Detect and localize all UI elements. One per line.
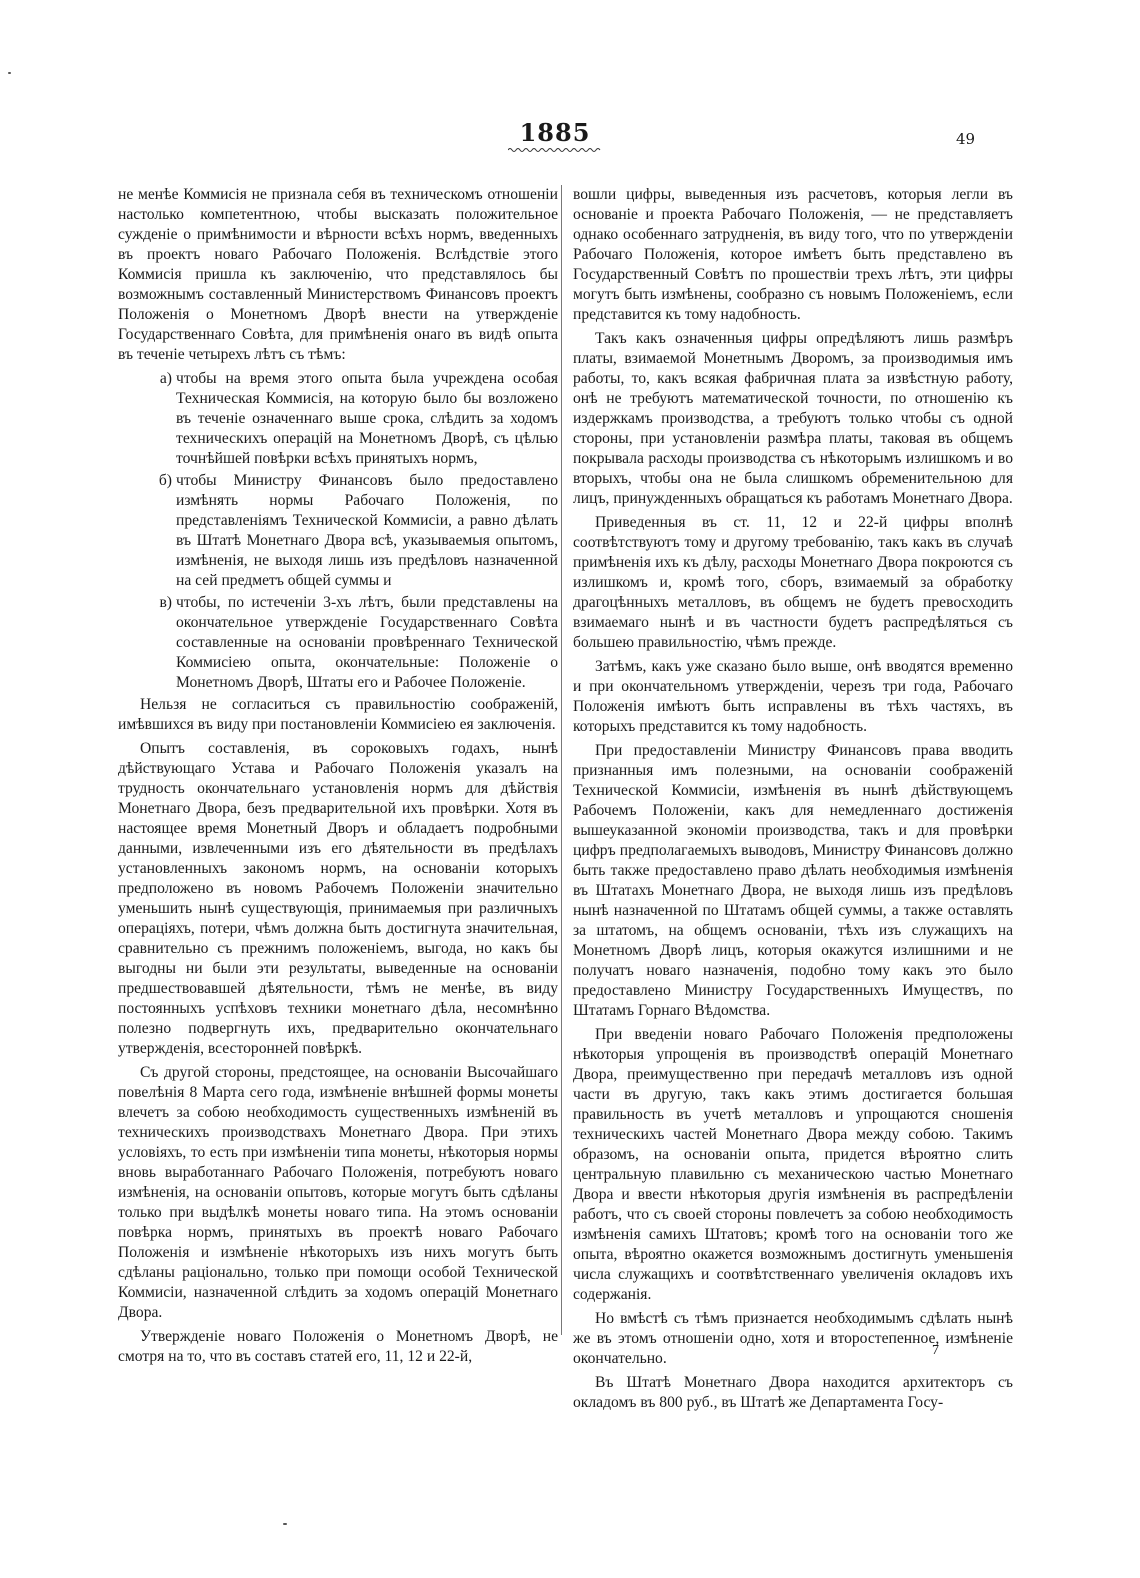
right-column (573, 185, 1013, 1417)
list-item (118, 593, 558, 693)
list-item (118, 369, 558, 469)
paragraph: Такъ какъ означенныя цифры опредѣляютъ лишь размѣръ платы, взимаемой Монетнымъ Дворомъ, за производимыя имъ работы, то, какъ всякая фабричная плата за извѣстную работу, онѣ не требуютъ математической точности, по отношенiю къ издержкамъ производства, а требуютъ только чтобы съ одной стороны, при установленiи размѣра платы, таковая въ общемъ покрывала расходы производства съ нѣкоторымъ излишкомъ и во вторыхъ, чтобы она не была слишкомъ обременительною для лицъ, принужденныхъ обращаться къ работамъ Монетнаго Двора. (573, 330, 1013, 507)
paragraph: Опытъ составленiя, въ сороковыхъ годахъ, нынѣ дѣйствующаго Устава и Рабочаго Положенiя указалъ на трудность окончательнаго установленiя нормъ для дѣйствiя Монетнаго Двора, безъ предварительной ихъ провѣрки. Хотя въ настоящее время Монетный Дворъ и обладаетъ подробными данными, извлеченными изъ его дѣятельности въ предѣлахъ установленныхъ закономъ нормъ, на основанiи которыхъ предположено въ новомъ Рабочемъ Положенiи значительно уменьшить нынѣ существующiя, принимаемыя при различныхъ операцiяхъ, потери, чѣмъ должна быть достигнута значительная, сравнительно съ прежнимъ положенiемъ, выгода, но какъ бы выгодны ни были эти результаты, выведенные на основанiи предшествовавшей дѣятельности, тѣмъ не менѣе, въ виду постоянныхъ успѣховъ техники монетнаго дѣла, несомнѣнно полезно подвергнуть ихъ, предварительно окончательнаго утвержденiя, всесторонней повѣркѣ. (118, 740, 558, 1057)
scan-speck (8, 72, 11, 74)
paragraph: При предоставленiи Министру Финансовъ права вводить признанныя имъ полезными, на основанiи соображенiй Технической Коммисiи, измѣненiя въ нынѣ дѣйствующемъ Рабочемъ Положенiи, какъ для немедленнаго достиженiя вышеуказанной экономiи производства, такъ и для провѣрки цифръ предполагаемыхъ выводовъ, Министру Финансовъ должно быть также предоставлено право дѣлать необходимыя измѣненiя въ Штатахъ Монетнаго Двора, не выходя лишь изъ предѣловъ нынѣ назначенной по Штатамъ общей суммы, а также оставлять за штатомъ, на общемъ основанiи, тѣхъ изъ служащихъ на Монетномъ Дворѣ лицъ, которыя окажутся излишними и не получатъ новаго назначенiя, подобно тому какъ это было предоставлено Министру Государственныхъ Имуществъ, по Штатамъ Горнаго Вѣдомства. (573, 742, 1013, 1019)
left-column (118, 185, 558, 1371)
column-divider (561, 185, 562, 1335)
list-item (118, 471, 558, 591)
list-marker: б) (158, 472, 172, 489)
scan-speck (283, 1523, 287, 1525)
list-item-text: чтобы, по истеченiи 3-хъ лѣтъ, были представлены на окончательное утвержденiе Государственнаго Совѣта составленные на основанiи провѣреннаго Технической Коммисiею опыта, окончательные: Положенiе о Монетномъ Дворѣ, Штаты его и Рабочее Положенiе. (176, 594, 558, 691)
page-number: 49 (956, 130, 976, 148)
signature-mark: 7 (932, 1343, 939, 1358)
paragraph: Утвержденiе новаго Положенiя о Монетномъ Дворѣ, не смотря на то, что въ составъ статей его, 11, 12 и 22-й, (118, 1328, 558, 1365)
paragraph: Но вмѣстѣ съ тѣмъ признается необходимымъ сдѣлать нынѣ же въ этомъ отношенiи одно, хотя и второстепенное, измѣненiе окончательно. (573, 1310, 1013, 1367)
paragraph: вошли цифры, выведенныя изъ расчетовъ, которыя легли въ основанiе и проекта Рабочаго Положенiя, — не представляетъ однако особеннаго затрудненiя, въ виду того, что по утвержденiи Рабочаго Положенiя, которое имѣетъ быть представлено въ Государственный Совѣтъ по прошествiи трехъ лѣтъ, эти цифры могутъ быть измѣнены, сообразно съ новымъ Положенiемъ, если представится къ тому надобность. (573, 186, 1013, 323)
paragraph: При введенiи новаго Рабочаго Положенiя предположены нѣкоторыя упрощенiя въ производствѣ операцiй Монетнаго Двора, преимущественно при передачѣ металловъ изъ одной части въ другую, такъ какъ этимъ достигается большая правильность въ учетѣ металловъ и упрощаются сношенiя техническихъ частей Монетнаго Двора между собою. Такимъ образомъ, на основанiи опыта, придется вѣроятно слить центральную плавильню съ механическою частью Монетнаго Двора и ввести нѣкоторыя другiя измѣненiя въ распредѣленiи работъ, что съ своей стороны повлечетъ за собою необходимость измѣненiя самихъ Штатовъ; кромѣ того на основанiи того же опыта, вѣроятно окажется возможнымъ достигнуть уменьшенiя числа служащихъ и соотвѣтственнаго увеличенiя окладовъ ихъ содержанiя. (573, 1026, 1013, 1303)
list-item-text: чтобы Министру Финансовъ было предоставлено измѣнять нормы Рабочаго Положенiя, по представленiямъ Технической Коммисiи, а равно дѣлать въ Штатѣ Монетнаго Двора всѣ, указываемыя опытомъ, измѣненiя, не выходя лишь изъ предѣловъ назначенной на сей предметъ общей суммы и (176, 472, 558, 589)
paragraph: Приведенныя въ ст. 11, 12 и 22-й цифры вполнѣ соотвѣтствуютъ тому и другому требованiю, такъ какъ въ случаѣ примѣненiя ихъ къ дѣлу, расходы Монетнаго Двора покроются съ излишкомъ и, кромѣ того, сборъ, взимаемый за обработку драгоцѣнныхъ металловъ, въ общемъ не будетъ превосходить взимаемаго нынѣ и въ частности будетъ распредѣляться съ большею правильностiю, чѣмъ прежде. (573, 514, 1013, 651)
list-item-text: чтобы на время этого опыта была учреждена особая Техническая Коммисiя, на которую было бы возложено въ теченiе означеннаго выше срока, слѣдить за ходомъ техническихъ операцiй на Монетномъ Дворѣ, съ цѣлью точнѣйшей повѣрки всѣхъ принятыхъ нормъ, (176, 370, 558, 467)
paragraph: не менѣе Коммисiя не признала себя въ техническомъ отношенiи настолько компетентною, чтобы высказать положительное сужденiе о примѣнимости и вѣрности всѣхъ нормъ, введенныхъ въ проектъ новаго Рабочаго Положенiя. Вслѣдствiе этого Коммисiя пришла къ заключенiю, что представлялось бы возможнымъ составленный Министерствомъ Финансовъ проектъ Положенiя о Монетномъ Дворѣ внести на утвержденiе Государственнаго Совѣта, для примѣненiя онаго въ видѣ опыта въ теченiе четырехъ лѣтъ съ тѣмъ: (118, 186, 558, 363)
ornamental-rule (508, 147, 602, 153)
list-marker: а) (159, 370, 172, 387)
paragraph: Затѣмъ, какъ уже сказано было выше, онѣ вводятся временно и при окончательномъ утвержденiи, черезъ три года, Рабочаго Положенiя имѣютъ быть исправлены въ тѣхъ частяхъ, въ которыхъ представится къ тому надобность. (573, 658, 1013, 735)
list-marker: в) (159, 594, 172, 611)
paragraph: Нельзя не согласиться съ правильностiю соображенiй, имѣвшихся въ виду при постановленiи Коммисiею ея заключенiя. (118, 696, 558, 733)
year-heading: 1885 (519, 118, 591, 147)
page-header (0, 118, 1140, 158)
paragraph: Въ Штатѣ Монетнаго Двора находится архитекторъ съ окладомъ въ 800 руб., въ Штатѣ же Департамента Госу- (573, 1374, 1013, 1411)
paragraph: Съ другой стороны, предстоящее, на основанiи Высочайшаго повелѣнiя 8 Марта сего года, измѣненiе внѣшней формы монеты влечетъ за собою необходимость существенныхъ измѣненiй въ техническихъ производствахъ Монетнаго Двора. При этихъ условiяхъ, то есть при измѣненiи типа монеты, нѣкоторыя нормы вновь выработаннаго Рабочаго Положенiя, потребуютъ новаго измѣненiя, на основанiи опытовъ, которые могутъ быть сдѣланы только при выдѣлкѣ монеты новаго типа. На этомъ основанiи повѣрка нормъ, принятыхъ въ проектѣ новаго Рабочаго Положенiя и измѣненiе нѣкоторыхъ изъ нихъ могутъ быть сдѣланы рацiонально, только при помощи особой Технической Коммисiи, назначенной слѣдить за ходомъ операцiй Монетнаго Двора. (118, 1064, 558, 1321)
